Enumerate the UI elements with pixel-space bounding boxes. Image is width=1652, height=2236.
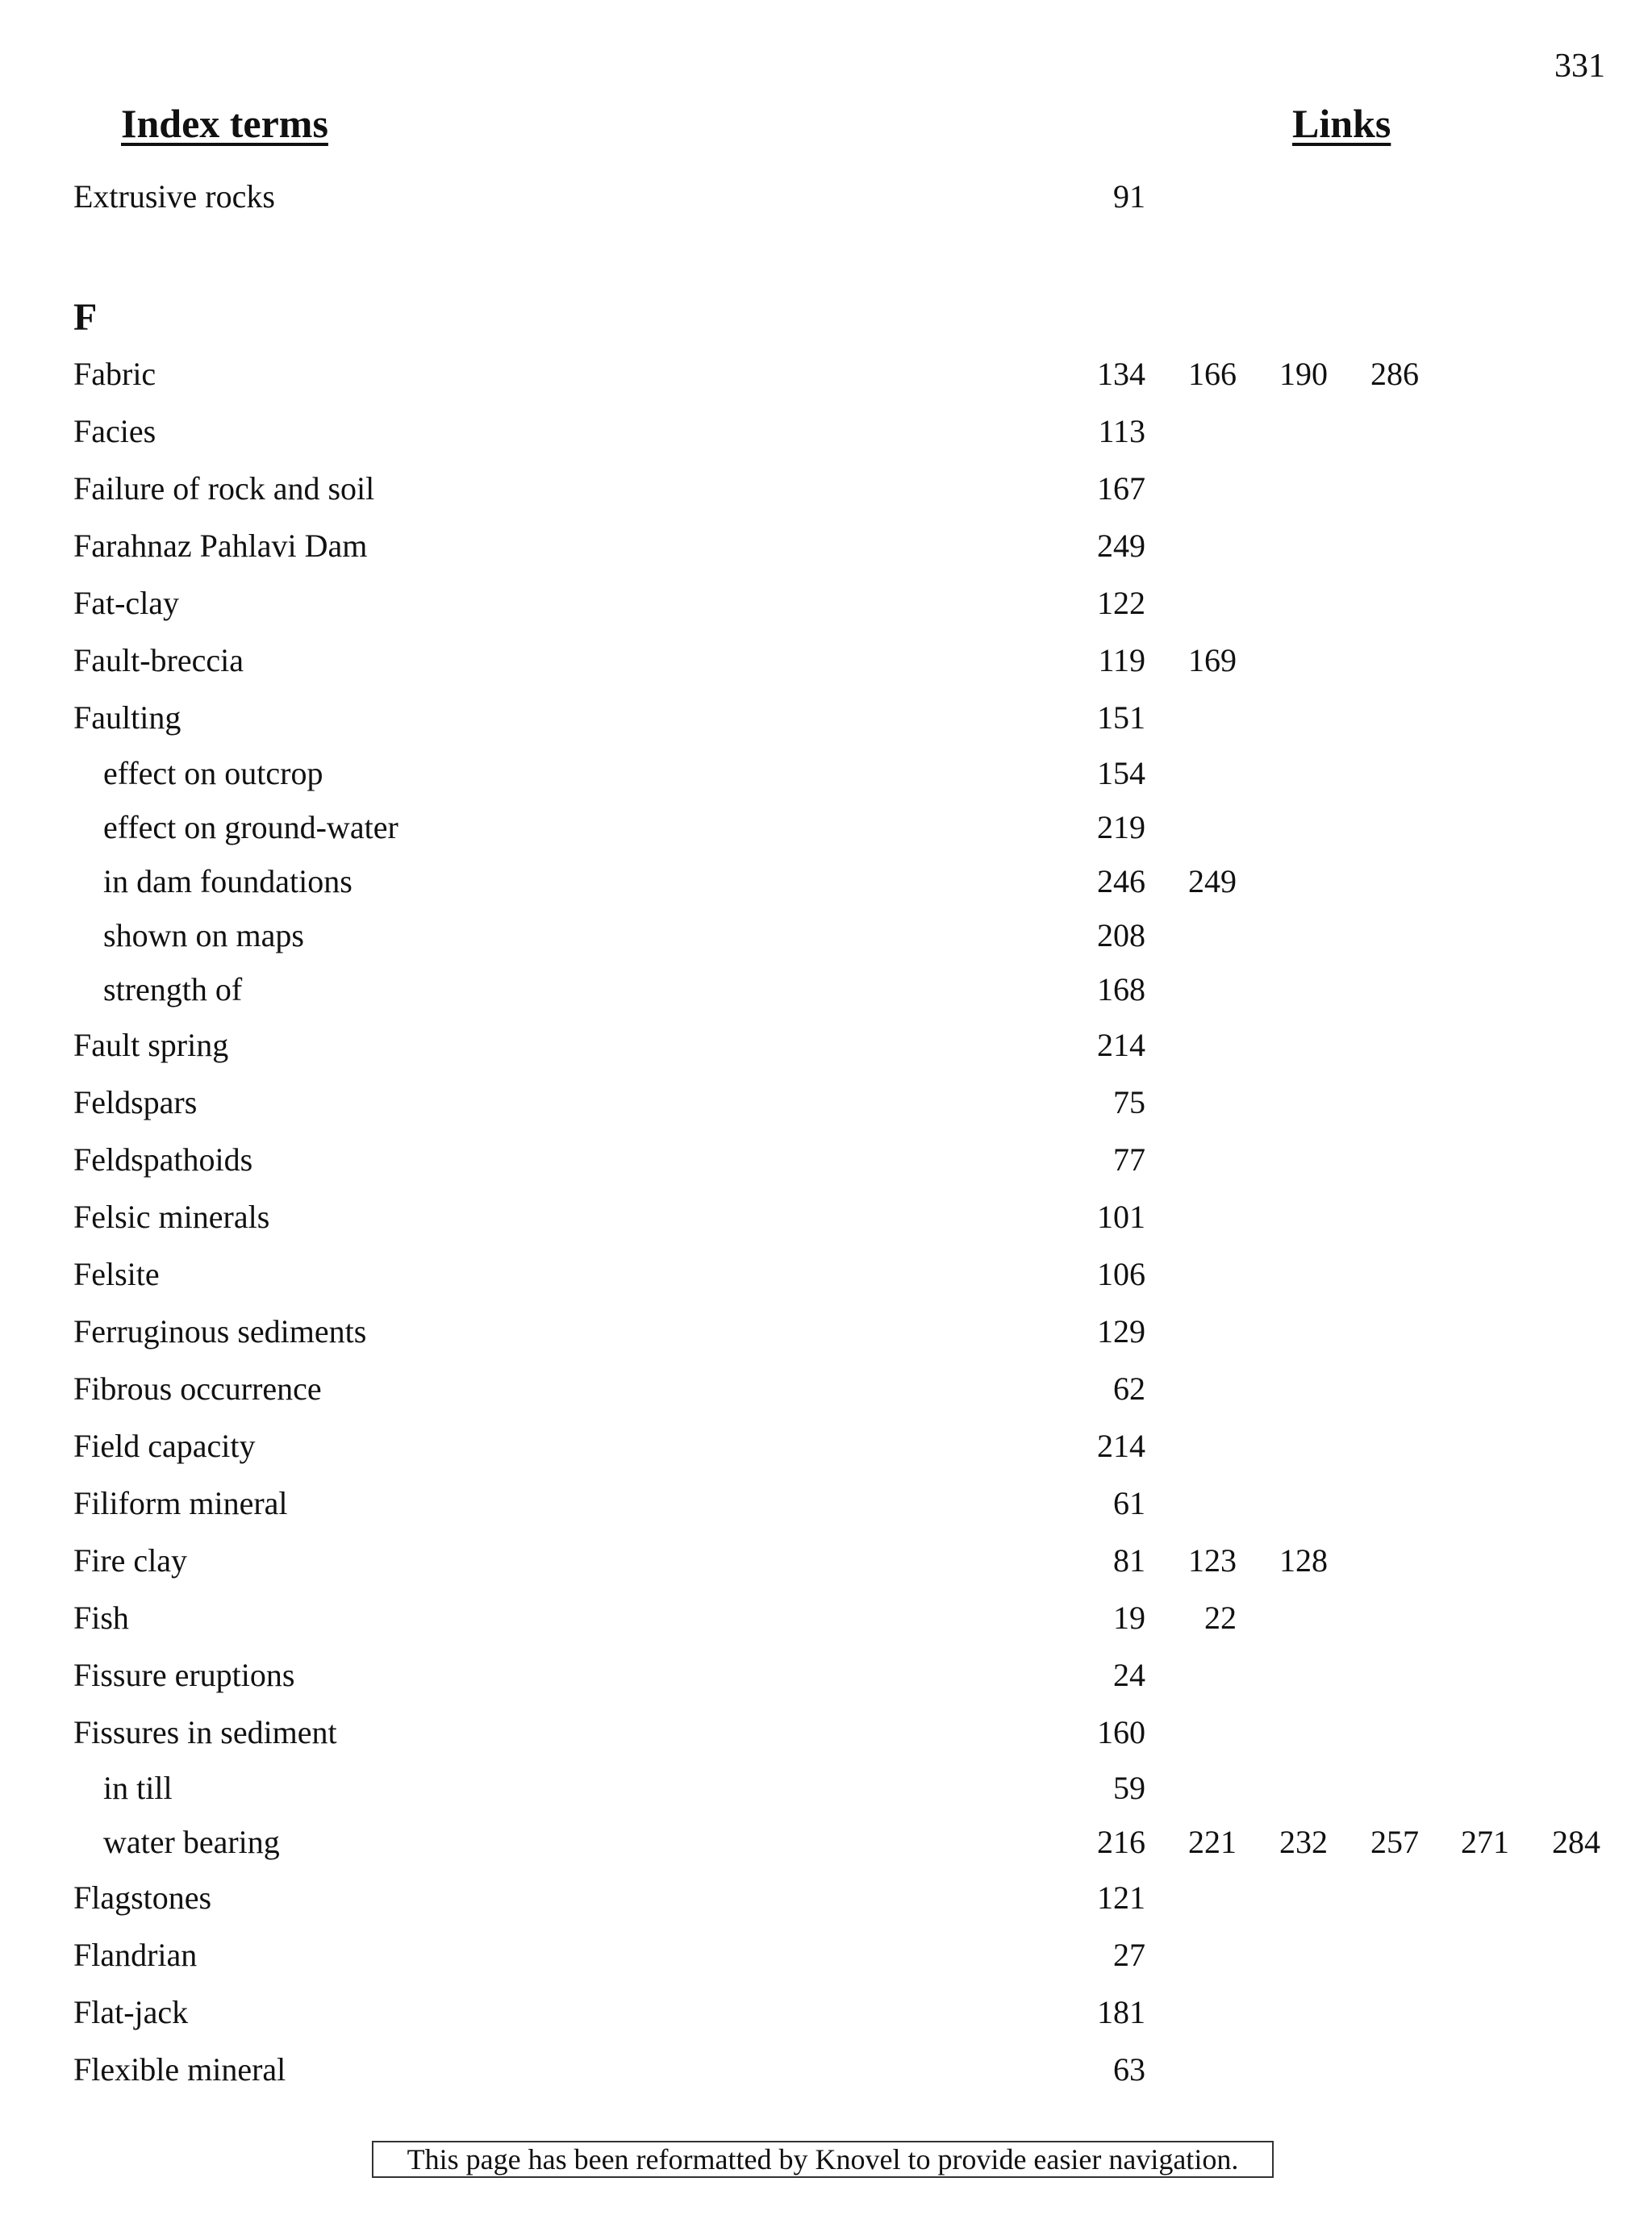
page-link[interactable]: 119: [1098, 642, 1145, 678]
entry-term: Flexible mineral: [73, 2051, 286, 2088]
index-entry: [0, 407, 1652, 465]
page-link[interactable]: 61: [1113, 1485, 1145, 1521]
entry-term: Faulting: [73, 699, 181, 736]
index-entry: [0, 1708, 1652, 1766]
page-link[interactable]: 27: [1113, 1937, 1145, 1973]
index-entry: [0, 465, 1652, 522]
section-letter-row: [0, 286, 1652, 350]
index-subentry: [0, 1820, 1652, 1874]
index-subentry: [0, 1766, 1652, 1820]
page-link[interactable]: 121: [1097, 1879, 1145, 1916]
entry-term: Fat-clay: [73, 585, 180, 621]
page-link[interactable]: 190: [1279, 356, 1328, 392]
section-letter: F: [73, 296, 98, 339]
page-link[interactable]: 22: [1204, 1600, 1237, 1636]
index-entry: [0, 636, 1652, 694]
page-link[interactable]: 122: [1097, 585, 1145, 621]
page-link[interactable]: 181: [1097, 1994, 1145, 2030]
index-entry: [0, 1594, 1652, 1651]
page-link[interactable]: 249: [1188, 863, 1237, 899]
entry-term: Fire clay: [73, 1542, 188, 1579]
page-link[interactable]: 167: [1097, 470, 1145, 507]
page-link[interactable]: 134: [1097, 356, 1145, 392]
index-entry: [0, 350, 1652, 407]
page-link[interactable]: 271: [1461, 1824, 1509, 1860]
index-entry: [0, 522, 1652, 579]
page-link[interactable]: 113: [1098, 413, 1145, 449]
page-link[interactable]: 151: [1097, 699, 1145, 736]
page-link[interactable]: 168: [1097, 971, 1145, 1007]
index-entry: [0, 1537, 1652, 1594]
entry-term: Feldspars: [73, 1084, 198, 1120]
entry-term: Fissures in sediment: [73, 1714, 337, 1750]
page-link[interactable]: 63: [1113, 2051, 1145, 2088]
entry-term: Failure of rock and soil: [73, 470, 375, 507]
page-link[interactable]: 101: [1097, 1199, 1145, 1235]
subentry-term: effect on ground-water: [103, 809, 398, 845]
index-entry: [0, 1874, 1652, 1931]
entry-term: Felsite: [73, 1256, 160, 1292]
page-link[interactable]: 19: [1113, 1600, 1145, 1636]
entry-term: Felsic minerals: [73, 1199, 270, 1235]
page-link[interactable]: 284: [1552, 1824, 1600, 1860]
subentry-term: in dam foundations: [103, 863, 353, 899]
index-entry: [0, 1365, 1652, 1422]
index-subentry: [0, 751, 1652, 805]
page-link[interactable]: 232: [1279, 1824, 1328, 1860]
page-link[interactable]: 286: [1370, 356, 1419, 392]
page-link[interactable]: 208: [1097, 917, 1145, 953]
entry-term: Flat-jack: [73, 1994, 189, 2030]
index-entry: [0, 1193, 1652, 1250]
entry-term: Fabric: [73, 356, 156, 392]
page-link[interactable]: 81: [1113, 1542, 1145, 1579]
page-number: 331: [1554, 48, 1605, 85]
page-link[interactable]: 129: [1097, 1313, 1145, 1350]
entry-term: Fissure eruptions: [73, 1657, 295, 1693]
page-link[interactable]: 59: [1113, 1770, 1145, 1806]
page-link[interactable]: 216: [1097, 1824, 1145, 1860]
page-link[interactable]: 128: [1279, 1542, 1328, 1579]
page-link[interactable]: 160: [1097, 1714, 1145, 1750]
entry-term: Farahnaz Pahlavi Dam: [73, 528, 368, 564]
page-link[interactable]: 106: [1097, 1256, 1145, 1292]
page-link[interactable]: 91: [1113, 178, 1145, 215]
subentry-term: water bearing: [103, 1824, 280, 1860]
entry-term: Fault-breccia: [73, 642, 244, 678]
entry-term: Facies: [73, 413, 156, 449]
page-link[interactable]: 154: [1097, 755, 1145, 791]
page-link[interactable]: 246: [1097, 863, 1145, 899]
index-entry: [0, 1651, 1652, 1708]
index-entry: [0, 173, 1652, 230]
index-entry: [0, 1422, 1652, 1479]
page-link[interactable]: 75: [1113, 1084, 1145, 1120]
links-header: Links: [1292, 101, 1391, 146]
index-entry: [0, 1479, 1652, 1537]
entry-term: Filiform mineral: [73, 1485, 288, 1521]
index-entry: [0, 1250, 1652, 1308]
subentry-term: effect on outcrop: [103, 755, 323, 791]
knovel-reformat-notice: This page has been reformatted by Knovel to provide easier navigation.: [372, 2141, 1274, 2178]
index-entry: [0, 1308, 1652, 1365]
index-entry: [0, 579, 1652, 636]
entry-term: Fibrous occurrence: [73, 1370, 322, 1407]
index-entry: [0, 1021, 1652, 1078]
index-subentry: [0, 967, 1652, 1021]
page-link[interactable]: 62: [1113, 1370, 1145, 1407]
index-entry: [0, 694, 1652, 751]
entry-term: Fish: [73, 1600, 129, 1636]
entry-term: Flagstones: [73, 1879, 212, 1916]
index-subentry: [0, 805, 1652, 859]
index-subentry: [0, 913, 1652, 967]
page-link[interactable]: 169: [1188, 642, 1237, 678]
index-entry: [0, 1988, 1652, 2046]
subentry-term: in till: [103, 1770, 173, 1806]
entry-term: Fault spring: [73, 1027, 229, 1063]
page-link[interactable]: 257: [1370, 1824, 1419, 1860]
subentry-term: shown on maps: [103, 917, 304, 953]
page-link[interactable]: 221: [1188, 1824, 1237, 1860]
page-link[interactable]: 249: [1097, 528, 1145, 564]
page-link[interactable]: 219: [1097, 809, 1145, 845]
entry-term: Ferruginous sediments: [73, 1313, 367, 1350]
entry-term: Feldspathoids: [73, 1141, 253, 1178]
entry-term: Flandrian: [73, 1937, 198, 1973]
index-entry: [0, 1136, 1652, 1193]
index-terms-header: Index terms: [121, 101, 328, 146]
entry-term: Extrusive rocks: [73, 178, 275, 215]
subentry-term: strength of: [103, 971, 243, 1007]
entry-term: Field capacity: [73, 1428, 256, 1464]
index-entries: [0, 173, 1652, 2103]
index-entry: [0, 2046, 1652, 2103]
index-entry: [0, 1078, 1652, 1136]
page-link[interactable]: 214: [1097, 1428, 1145, 1464]
section-spacer: [0, 230, 1652, 286]
page-link[interactable]: 24: [1113, 1657, 1145, 1693]
page-link[interactable]: 166: [1188, 356, 1237, 392]
page-link[interactable]: 123: [1188, 1542, 1237, 1579]
page-link[interactable]: 214: [1097, 1027, 1145, 1063]
index-subentry: [0, 859, 1652, 913]
index-entry: [0, 1931, 1652, 1988]
page-link[interactable]: 77: [1113, 1141, 1145, 1178]
